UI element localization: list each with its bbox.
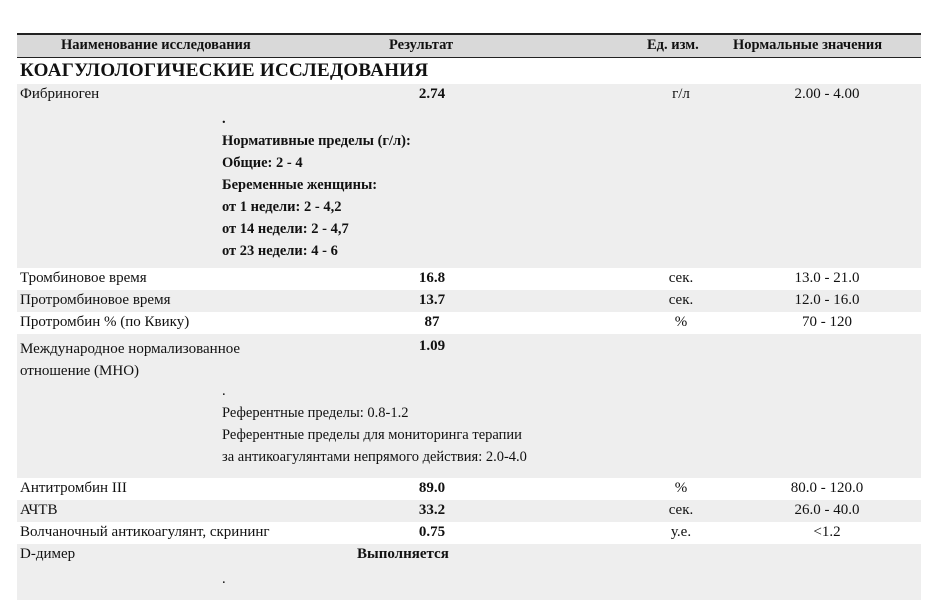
test-name: Протромбиновое время [20,292,171,308]
test-unit: % [674,480,688,496]
test-result: 0.75 [418,524,446,540]
note-line: от 14 недели: 2 - 4,7 [222,221,349,237]
note-line: . [222,383,226,399]
test-unit: сек. [668,270,694,286]
note-line: . [222,571,226,587]
header-unit: Ед. изм. [647,37,699,53]
test-result: 33.2 [418,502,446,518]
test-normal: 70 - 120 [802,314,852,330]
ddimer-note [222,568,226,590]
test-name: Волчаночный антикоагулянт, скрининг [20,524,270,540]
test-name: Антитромбин III [20,480,127,496]
test-name-line: отношение (МНО) [20,363,140,379]
table-row-antithrombin [17,478,921,500]
test-unit: % [674,314,688,330]
table-row-prothrombin-time [17,290,921,312]
test-normal: 80.0 - 120.0 [790,480,864,496]
note-line: Нормативные пределы (г/л): [222,133,411,149]
note-line: Общие: 2 - 4 [222,155,303,171]
test-normal: 26.0 - 40.0 [794,502,860,518]
header-name: Наименование исследования [61,37,251,53]
test-name: Протромбин % (по Квику) [20,314,190,330]
table-row-ddimer [17,544,921,600]
table-row-prothrombin-quick [17,312,921,334]
test-result: 87 [424,314,440,330]
note-line: от 1 недели: 2 - 4,2 [222,199,342,215]
table-row-thrombin [17,268,921,290]
table-row-fibrinogen [17,84,921,268]
table-header [17,35,921,57]
header-result: Результат [389,37,454,53]
test-normal: <1.2 [813,524,841,540]
test-name-line: Международное нормализованное [20,341,241,357]
table-row-aptt [17,500,921,522]
header-normal: Нормальные значения [733,37,883,53]
test-name: Фибриноген [20,86,100,102]
test-unit: г/л [672,86,690,102]
test-normal: 13.0 - 21.0 [794,270,860,286]
test-name: Тромбиновое время [20,270,147,286]
fibrinogen-note [222,108,411,262]
test-name [20,338,240,382]
note-line: . [222,111,226,127]
test-result: Выполняется [357,546,449,562]
note-line: Беременные женщины: [222,177,378,193]
note-line: за антикоагулянтами непрямого действия: 2.0-4.0 [222,449,527,465]
test-name: АЧТВ [20,502,58,518]
header-rule [17,57,921,58]
table-row-lupus [17,522,921,544]
test-unit: сек. [668,502,694,518]
note-line: Референтные пределы: 0.8-1.2 [222,405,409,421]
test-normal: 2.00 - 4.00 [794,86,860,102]
test-result: 1.09 [418,338,446,354]
note-line: Референтные пределы для мониторинга терапии [222,427,522,443]
inr-note [222,380,527,468]
test-result: 2.74 [418,86,446,102]
test-name: D-димер [20,546,76,562]
test-normal: 12.0 - 16.0 [794,292,860,308]
note-line: от 23 недели: 4 - 6 [222,243,338,259]
test-result: 13.7 [418,292,446,308]
test-result: 16.8 [418,270,446,286]
test-result: 89.0 [418,480,446,496]
section-title: КОАГУЛОЛОГИЧЕСКИЕ ИССЛЕДОВАНИЯ [20,60,429,81]
test-unit: у.е. [670,524,692,540]
test-unit: сек. [668,292,694,308]
